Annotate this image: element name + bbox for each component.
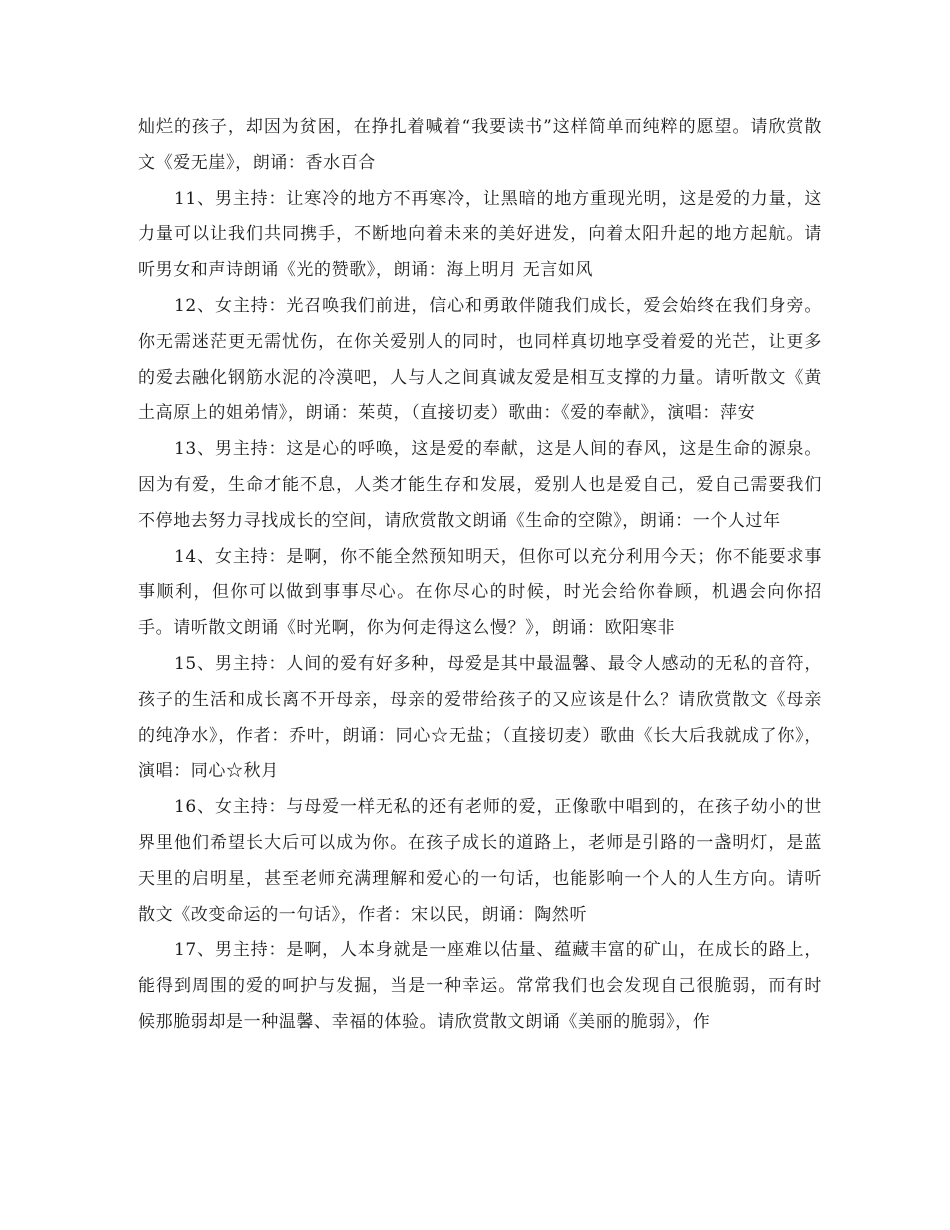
paragraph-15-male-host: 15、男主持：人间的爱有好多种，母爱是其中最温馨、最令人感动的无私的音符，孩子的生活和成长离不开母亲，母亲的爱带给孩子的又应该是什么？请欣赏散文《母亲的纯净水》，作者：乔叶，朗诵：同心☆无盐；（直接切麦）歌曲《长大后我就成了你》，演唱：同心☆秋月 (138, 653, 822, 782)
paragraph-16-female-host: 16、女主持：与母爱一样无私的还有老师的爱，正像歌中唱到的，在孩子幼小的世界里他们希望长大后可以成为你。在孩子成长的道路上，老师是引路的一盏明灯，是蓝天里的启明星，甚至老师充满理解和爱心的一句话，也能影响一个人的人生方向。请听散文《改变命运的一句话》，作者：宋以民，朗诵：陶然听 (138, 797, 822, 925)
paragraph-13-male-host: 13、男主持：这是心的呼唤，这是爱的奉献，这是人间的春风，这是生命的源泉。因为有爱，生命才能不息，人类才能生存和发展，爱别人也是爱自己，爱自己需要我们不停地去努力寻找成长的空间，请欣赏散文朗诵《生命的空隙》，朗诵：一个人过年 (138, 439, 822, 531)
document-body (138, 110, 822, 1041)
paragraph-17-male-host: 17、男主持：是啊，人本身就是一座难以估量、蕴藏丰富的矿山，在成长的路上，能得到周围的爱的呵护与发掘，当是一种幸运。常常我们也会发现自己很脆弱，而有时候那脆弱却是一种温馨、幸福的体验。请欣赏散文朗诵《美丽的脆弱》，作 (138, 940, 822, 1032)
paragraph-12-female-host: 12、女主持：光召唤我们前进，信心和勇敢伴随我们成长，爱会始终在我们身旁。你无需迷茫更无需忧伤，在你关爱别人的同时，也同样真切地享受着爱的光芒，让更多的爱去融化钢筋水泥的冷漠吧，人与人之间真诚友爱是相互支撑的力量。请听散文《黄土高原上的姐弟情》，朗诵：茱萸，（直接切麦）歌曲：《爱的奉献》，演唱：萍安 (138, 295, 822, 424)
paragraph-14-female-host: 14、女主持：是啊，你不能全然预知明天，但你可以充分利用今天；你不能要求事事顺利，但你可以做到事事尽心。在你尽心的时候，时光会给你眷顾，机遇会向你招手。请听散文朗诵《时光啊，你为何走得这么慢？》，朗诵：欧阳寒非 (138, 546, 822, 639)
paragraph-continuation: 灿烂的孩子，却因为贫困，在挣扎着喊着“我要读书”这样简单而纯粹的愿望。请欣赏散文《爱无崖》，朗诵：香水百合 (138, 117, 822, 173)
paragraph-11-male-host: 11、男主持：让寒冷的地方不再寒冷，让黑暗的地方重现光明，这是爱的力量，这力量可以让我们共同携手，不断地向着未来的美好进发，向着太阳升起的地方起航。请听男女和声诗朗诵《光的赞歌》，朗诵：海上明月 无言如风 (138, 188, 822, 281)
